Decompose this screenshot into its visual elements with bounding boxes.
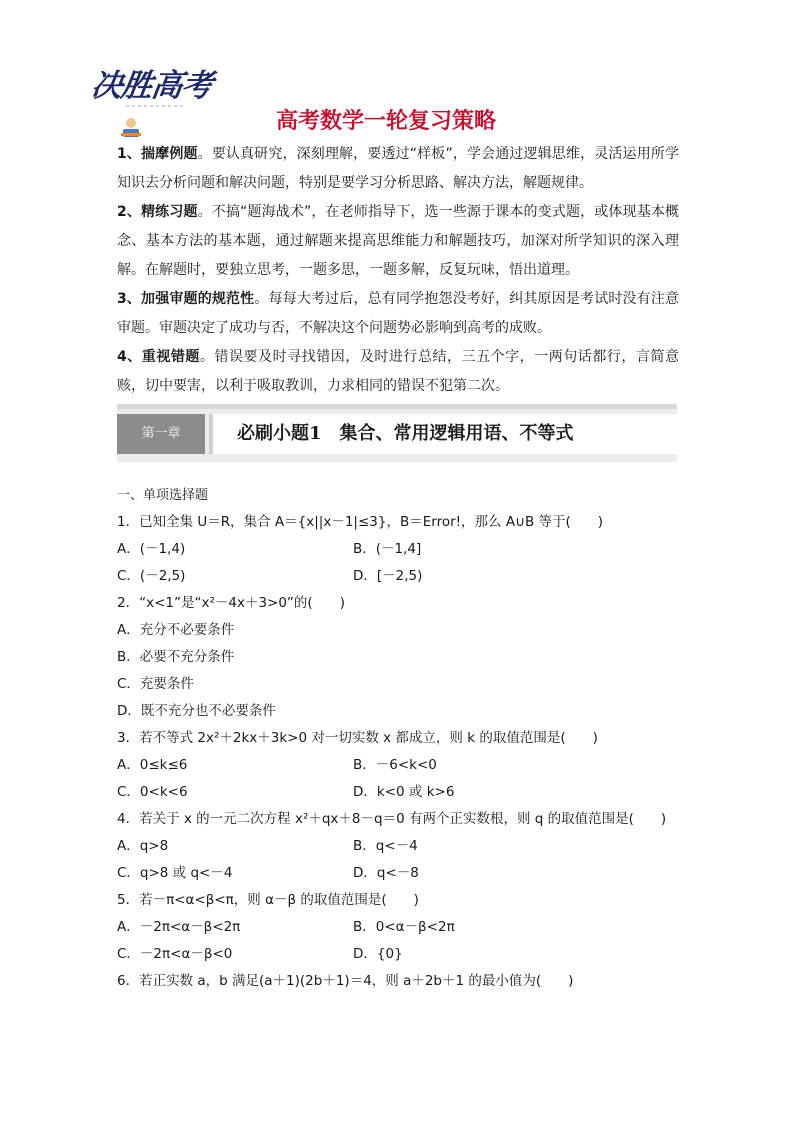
chapter-banner: [117, 404, 677, 462]
strategy-item-head: 3、加强审题的规范性: [117, 291, 255, 307]
section-heading: 一、单项选择题: [117, 488, 209, 503]
option-d: D．q<－8: [353, 865, 419, 881]
option-row: [117, 536, 677, 563]
option-row: [117, 914, 677, 941]
option-row: [117, 860, 677, 887]
question-stem: 4．若关于 x 的一元二次方程 x²＋qx＋8－q＝0 有两个正实数根，则 q 的取值范围是( ): [117, 811, 667, 827]
strategy-item: [117, 198, 679, 285]
option-c: C．－2π<α－β<0: [117, 946, 233, 962]
option-row: [117, 779, 677, 806]
option-row: [117, 563, 677, 590]
strategy-item-body: 。要认真研究，深刻理解，要透过“样板”，学会通过逻辑思维，灵活运用所学知识去分析问题和解决问题，特别是要学习分析思路、解决方法，解题规律。: [117, 146, 679, 191]
logo-text: 决胜高考: [88, 68, 215, 104]
option-a: A．q>8: [117, 838, 169, 854]
strategy-item-body: 。每每大考过后，总有同学抱怨没考好，纠其原因是考试时没有注意审题。审题决定了成功与否，不解决这个问题势必影响到高考的成败。: [117, 291, 679, 336]
option-a: A．－2π<α－β<2π: [117, 919, 241, 935]
option-c: C．q>8 或 q<－4: [117, 865, 233, 881]
option-d: D．{0}: [353, 946, 403, 962]
option-c: C．充要条件: [117, 676, 194, 692]
option-row: [117, 833, 677, 860]
question-stem: 2．“x<1”是“x²－4x＋3>0”的( ): [117, 595, 345, 611]
logo: [86, 58, 218, 142]
option-row: [117, 752, 677, 779]
strategy-item-head: 2、精练习题: [117, 204, 198, 220]
strategy-section: [117, 140, 679, 401]
option-b: B．－6<k<0: [353, 757, 437, 773]
option-b: B．q<－4: [353, 838, 418, 854]
strategy-item-body: 。错误要及时寻找错因，及时进行总结，三五个字，一两句话都行，言简意赅，切中要害，以利于吸取教训，力求相同的错误不犯第二次。: [117, 349, 680, 394]
option-c: C．0<k<6: [117, 784, 188, 800]
strategy-item-body: 。不搞“题海战术”，在老师指导下，选一些源于课本的变式题，或体现基本概念、基本方法的基本题，通过解题来提高思维能力和解题技巧，加深对所学知识的深入理解。在解题时，要独立思考，一题多思，一题多解，反复玩味，悟出道理。: [117, 204, 679, 278]
option-d: D．k<0 或 k>6: [353, 784, 455, 800]
option-d: D．[－2,5): [353, 568, 423, 584]
student-icon: [120, 116, 142, 138]
logo-decoration-icon: [126, 102, 186, 110]
strategy-item-head: 1、揣摩例题: [117, 146, 198, 162]
option-d: D．既不充分也不必要条件: [117, 703, 276, 719]
question-stem: 3．若不等式 2x²＋2kx＋3k>0 对一切实数 x 都成立，则 k 的取值范围是( ): [117, 730, 598, 746]
strategy-item-head: 4、重视错题: [117, 349, 200, 365]
option-b: B．必要不充分条件: [117, 649, 235, 665]
questions-section: [117, 482, 677, 995]
option-c: C．(－2,5): [117, 568, 186, 584]
option-b: B．0<α－β<2π: [353, 919, 455, 935]
strategy-item: [117, 285, 679, 343]
option-b: B．(－1,4]: [353, 541, 422, 557]
option-a: A．充分不必要条件: [117, 622, 235, 638]
question-stem: 5．若－π<α<β<π，则 α－β 的取值范围是( ): [117, 892, 419, 908]
question-stem: 1．已知全集 U＝R，集合 A＝{x||x－1|≤3}，B＝Error!，那么 A∪B 等于( ): [117, 514, 604, 530]
page-title: 高考数学一轮复习策略: [276, 109, 497, 134]
strategy-item: [117, 140, 679, 198]
option-a: A．0≤k≤6: [117, 757, 188, 773]
strategy-item: [117, 343, 679, 401]
chapter-label: 第一章: [117, 414, 205, 454]
question-stem: 6．若正实数 a，b 满足(a＋1)(2b＋1)＝4，则 a＋2b＋1 的最小值为( ): [117, 973, 574, 989]
option-a: A．(－1,4): [117, 541, 186, 557]
option-row: [117, 941, 677, 968]
chapter-title: 必刷小题1 集合、常用逻辑用语、不等式: [237, 423, 574, 444]
